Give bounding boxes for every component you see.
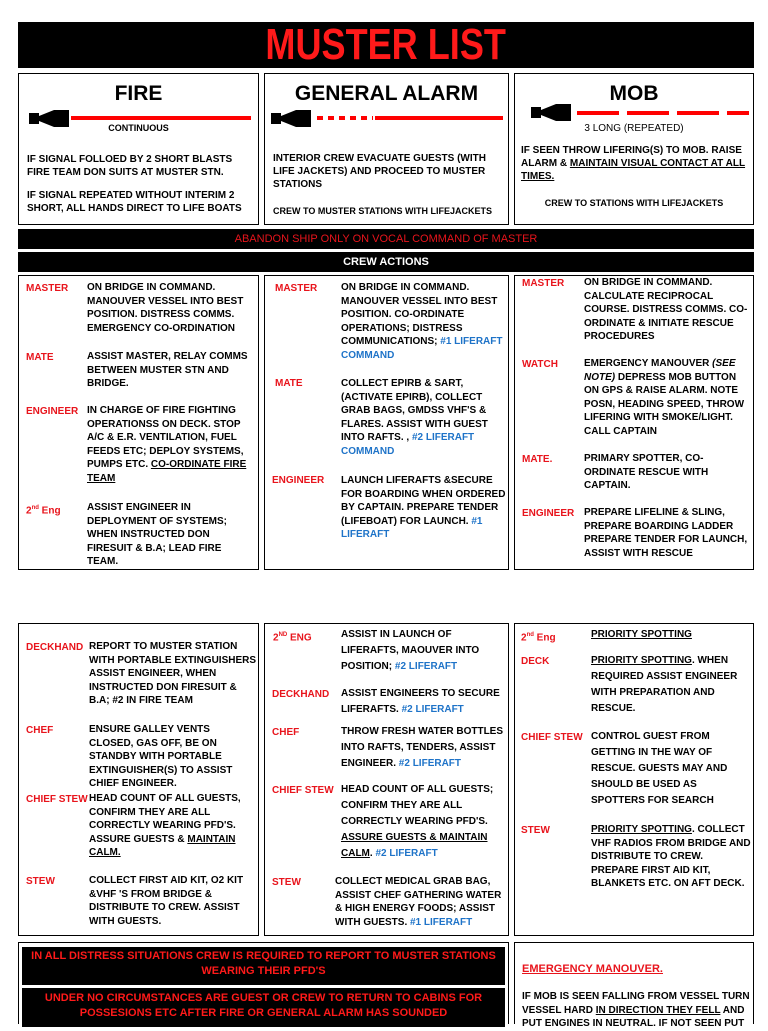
mob-signal-box — [514, 73, 754, 225]
fire-mate-duty: ASSIST MASTER, RELAY COMMS BETWEEN MUSTER STN AND BRIDGE. — [87, 351, 248, 390]
role-stew: STEW — [521, 825, 550, 836]
general-mate-duty: COLLECT EPIRB & SART, (ACTIVATE EPIRB), COLLECT GRAB BAGS, GMDSS VHF'S & FLARES. ASSIST WITH GUEST INTO RAFTS. , #2 LIFERAFT COMMAND — [341, 378, 488, 457]
general-alarm-signal-box — [264, 73, 509, 225]
role-master: MASTER — [26, 283, 69, 294]
mob-text-1: IF SEEN THROW LIFERING(S) TO MOB. RAISE ALARM & MAINTAIN VISUAL CONTACT AT ALL TIMES. — [521, 145, 746, 182]
mob-watch-duty: EMERGENCY MANOUVER (SEE NOTE) DEPRESS MOB BUTTON ON GPS & RAISE ALARM. NOTE POSN, HEADING SPEED, THROW LIFERING WITH SMOKE/LIGHT. CALL CAPTAIN — [584, 358, 745, 437]
role-engineer: ENGINEER — [26, 406, 79, 417]
general-alarm-title: GENERAL ALARM — [294, 82, 479, 105]
cabin-warning: UNDER NO CIRCUMSTANCES ARE GUEST OR CREW TO RETURN TO CABINS FOR POSSESIONS ETC AFTER FIRE OR GENERAL ALARM HAS SOUNDED — [22, 988, 505, 1027]
role-master: MASTER — [275, 283, 318, 294]
fire-deckhand-duty: REPORT TO MUSTER STATION WITH PORTABLE EXTINGUISHERS ASSIST ENGINEER, WHEN INSTRUCTED DON FIRESUIT & B.A; #2 IN FIRE TEAM — [89, 641, 257, 707]
general-master-duty: ON BRIDGE IN COMMAND. MANOUVER VESSEL INTO BEST POSITION. CO-ORDINATE OPERATIONS; DISTRESS COMMUNICATIONS; #1 LIFERAFT COMMAND — [341, 282, 503, 361]
horn-icon — [531, 104, 571, 121]
role-2nd-eng: 2nd Eng — [521, 632, 556, 644]
mob-2nd-eng-duty: PRIORITY SPOTTING — [591, 629, 692, 640]
general-chef-duty: THROW FRESH WATER BOTTLES INTO RAFTS, TENDERS, ASSIST ENGINEER. #2 LIFERAFT — [341, 726, 504, 769]
general-alarm-text-1: INTERIOR CREW EVACUATE GUESTS (WITH LIFE JACKETS) AND PROCEED TO MUSTER STATIONS — [273, 153, 486, 190]
general-deckhand-duty: ASSIST ENGINEERS TO SECURE LIFERAFTS. #2 LIFERAFT — [341, 688, 500, 715]
fire-master-duty: ON BRIDGE IN COMMAND. MANOUVER VESSEL INTO BEST POSITION. DISTRESS COMMS. EMERGENCY CO-ORDINATION — [87, 282, 244, 334]
role-deckhand: DECKHAND — [272, 689, 330, 700]
role-engineer: ENGINEER — [272, 475, 325, 486]
mob-text-2: CREW TO STATIONS WITH LIFEJACKETS — [544, 198, 724, 208]
fire-signal-box — [18, 73, 259, 225]
role-2nd-eng: 2ND ENG — [273, 632, 312, 644]
title-bar — [18, 22, 754, 68]
fire-stew-duty: COLLECT FIRST AID KIT, O2 KIT &VHF 'S FROM BRIDGE & DISTRIBUTE TO CREW. ASSIST WITH GUESTS. — [89, 875, 244, 927]
general-alarm-crew-actions-box-2 — [264, 623, 509, 936]
fire-chief-stew-duty: HEAD COUNT OF ALL GUESTS, CONFIRM THEY ARE ALL CORRECTLY WEARING PFD'S. ASSURE GUESTS & MAINTAIN CALM. — [89, 793, 241, 859]
general-chief-stew-duty: HEAD COUNT OF ALL GUESTS; CONFIRM THEY ARE ALL CORRECTLY WEARING PFD'S. ASSURE GUESTS & MAINTAIN CALM. #2 LIFERAFT — [341, 784, 494, 859]
abandon-ship-banner: ABANDON SHIP ONLY ON VOCAL COMMAND OF MASTER — [18, 229, 754, 249]
mob-engineer-duty: PREPARE LIFELINE & SLING, PREPARE BOARDING LADDER PREPARE TENDER FOR LAUNCH, ASSIST WITH RESCUE — [584, 507, 748, 559]
fire-2nd-eng-duty: ASSIST ENGINEER IN DEPLOYMENT OF SYSTEMS; WHEN INSTRUCTED DON FIRESUIT & B.A; LEAD FIRE TEAM. — [87, 502, 228, 568]
emergency-manouver-heading: EMERGENCY MANOUVER. — [522, 963, 663, 975]
pfd-warning: IN ALL DISTRESS SITUATIONS CREW IS REQUIRED TO REPORT TO MUSTER STATIONS WEARING THEIR PFD'S — [22, 947, 505, 985]
mob-crew-actions-box-2 — [514, 623, 754, 936]
mob-mate-duty: PRIMARY SPOTTER, CO-ORDINATE RESCUE WITH CAPTAIN. — [584, 453, 709, 492]
mob-title: MOB — [609, 82, 659, 105]
mob-deck-duty: PRIORITY SPOTTING. WHEN REQUIRED ASSIST ENGINEER WITH PREPARATION AND RESCUE. — [591, 655, 738, 714]
role-mate: MATE — [26, 352, 54, 363]
role-master: MASTER — [522, 278, 565, 289]
fire-text-1: IF SIGNAL FOLLOED BY 2 SHORT BLASTS FIRE TEAM DON SUITS AT MUSTER STN. — [27, 154, 233, 178]
emergency-manouver-box — [514, 942, 754, 1029]
role-chief-stew: CHIEF STEW — [521, 732, 583, 743]
mob-pattern: 3 LONG (REPEATED) — [584, 123, 684, 134]
mob-stew-duty: PRIORITY SPOTTING. COLLECT VHF RADIOS FROM BRIDGE AND DISTRIBUTE TO CREW. PREPARE FIRST AID KIT, BLANKETS ETC. ON AFT DECK. — [591, 824, 751, 890]
general-engineer-duty: LAUNCH LIFERAFTS &SECURE FOR BOARDING WHEN ORDERED BY CAPTAIN. PREPARE TENDER (LIFEBOAT) FOR LAUNCH. #1 LIFERAFT — [341, 475, 506, 541]
mob-long-blast-3 — [677, 111, 719, 115]
continuous-signal-line — [71, 116, 251, 120]
role-deck: DECK — [521, 656, 550, 667]
role-chef: CHEF — [272, 727, 300, 738]
general-2nd-eng-duty: ASSIST IN LAUNCH OF LIFERAFTS, MAOUVER INTO POSITION; #2 LIFERAFT — [341, 629, 480, 672]
mob-master-duty: ON BRIDGE IN COMMAND. CALCULATE RECIPROCAL COURSE. DISTRESS COMMS. CO-ORDINATE & INITIATE RESCUE PROCEDURES — [584, 277, 748, 343]
horn-icon — [271, 110, 311, 127]
role-stew: STEW — [272, 877, 301, 888]
fire-pattern: CONTINUOUS — [108, 123, 169, 133]
role-chief-stew: CHIEF STEW — [26, 794, 88, 805]
fire-engineer-duty: IN CHARGE OF FIRE FIGHTING OPERATIONSS ON DECK. STOP A/C & E.R. VENTILATION, FUEL FEEDS ETC; DEPLOY SYSTEMS, PUMPS ETC. CO-ORDINATE FIRE TEAM — [87, 405, 247, 484]
general-alarm-text-2: CREW TO MUSTER STATIONS WITH LIFEJACKETS — [273, 206, 492, 216]
role-2nd-eng: 2nd Eng — [26, 505, 61, 517]
role-mate: MATE — [275, 378, 303, 389]
mob-long-blast-4 — [727, 111, 749, 115]
general-stew-duty: COLLECT MEDICAL GRAB BAG, ASSIST CHEF GATHERING WATER & HIGH ENERGY FOODS; ASSIST WITH GUESTS. #1 LIFERAFT — [335, 876, 502, 928]
mob-long-blast-1 — [577, 111, 619, 115]
fire-text-2: IF SIGNAL REPEATED WITHOUT INTERIM 2 SHORT, ALL HANDS DIRECT TO LIFE BOATS — [27, 190, 242, 214]
role-chief-stew: CHIEF STEW — [272, 785, 334, 796]
short-blasts-line — [317, 116, 373, 120]
emergency-manouver-text: IF MOB IS SEEN FALLING FROM VESSEL TURN VESSEL HARD IN DIRECTION THEY FELL AND PUT ENGINES IN NEUTRAL. IF NOT SEEN PUT — [522, 991, 750, 1029]
role-watch: WATCH — [522, 359, 558, 370]
fire-crew-actions-box — [18, 275, 259, 570]
fire-title: FIRE — [114, 82, 163, 105]
role-mate: MATE. — [522, 454, 553, 465]
role-stew: STEW — [26, 876, 55, 887]
general-alarm-crew-actions-box — [264, 275, 509, 570]
mob-chief-stew-duty: CONTROL GUEST FROM GETTING IN THE WAY OF RESCUE. GUESTS MAY AND SHOULD BE USED AS SPOTTERS FOR SEARCH — [591, 731, 728, 806]
crew-actions-banner: CREW ACTIONS — [18, 252, 754, 272]
fire-crew-actions-box-2 — [18, 623, 259, 936]
role-chef: CHEF — [26, 725, 54, 736]
mob-crew-actions-box — [514, 275, 754, 570]
long-blast-line — [375, 116, 503, 120]
mob-long-blast-2 — [627, 111, 669, 115]
role-deckhand: DECKHAND — [26, 642, 84, 653]
role-engineer: ENGINEER — [522, 508, 575, 519]
fire-chef-duty: ENSURE GALLEY VENTS CLOSED, GAS OFF, BE ON STANDBY WITH PORTABLE EXTINGUISHER(S) TO ASSIST CHIEF ENGINEER. — [89, 724, 233, 790]
page-title: MUSTER LIST — [265, 20, 507, 69]
